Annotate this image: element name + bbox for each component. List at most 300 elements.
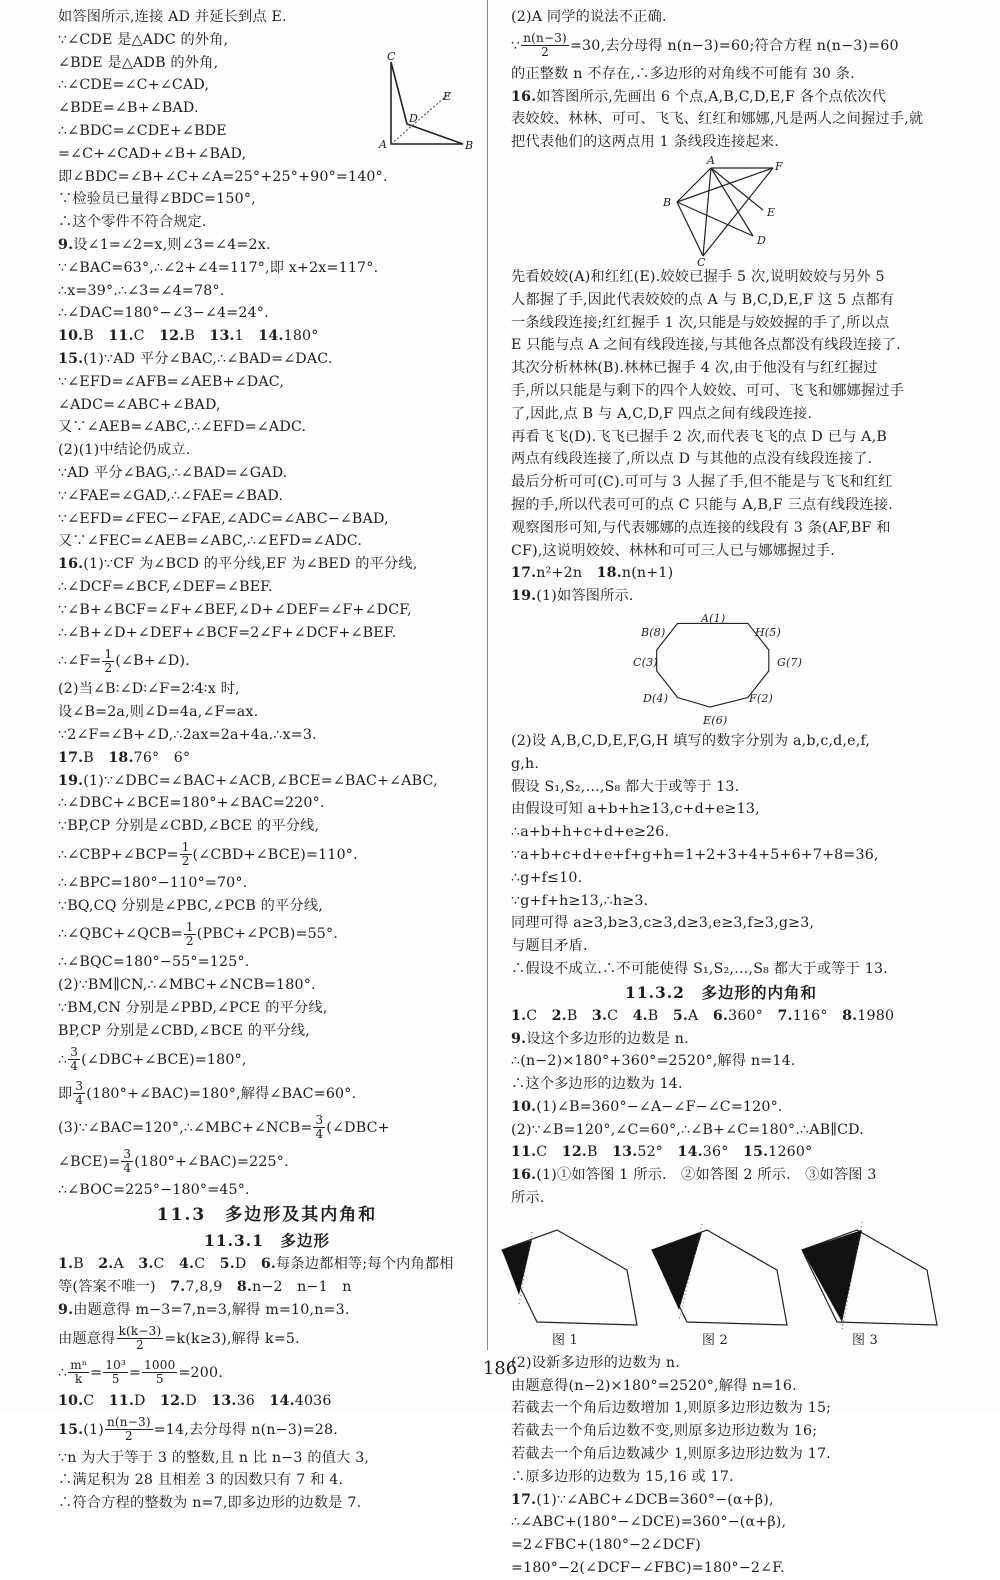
item-number: 9. <box>511 1030 527 1047</box>
text-run: CF),这说明姣姣、林林和可可三人已与娜娜握过手. <box>511 542 836 559</box>
text-line <box>58 302 476 325</box>
text-run: ∴∠ABC+(180°−∠DCE)=360°−(α+β), <box>511 1514 787 1531</box>
text-run: ∴这个多边形的边数为 14. <box>511 1076 683 1093</box>
text-line <box>58 439 476 462</box>
text-line <box>58 974 476 997</box>
text-line <box>511 86 931 109</box>
text-run: 设这个多边形的边数是 n. <box>526 1030 689 1047</box>
text-run: (2)当∠B∶∠D∶∠F=2∶4∶x 时, <box>58 681 240 698</box>
text-run: 手,所以只能是与剩下的四个人姣姣、可可、飞飞和娜娜握过手 <box>511 382 905 399</box>
item-number: 12. <box>159 328 185 345</box>
text-line <box>511 1466 931 1489</box>
text-run: (2)∵BM∥CN,∴∠MBC+∠NCB=180°. <box>58 977 316 994</box>
figure-caption: 图 2 <box>702 1332 729 1348</box>
text-line <box>511 867 931 890</box>
item-number: 13. <box>209 328 235 345</box>
text-run: A <box>688 1007 713 1024</box>
text-run: 设∠B=2a,则∠D=4a,∠F=ax. <box>58 704 259 721</box>
denominator: k <box>74 1372 83 1387</box>
cut-figure-1 <box>502 1230 637 1348</box>
text-run: (1)∵∠DBC=∠BAC+∠ACB,∠BCE=∠BAC+∠ABC, <box>83 772 438 789</box>
text-line <box>58 188 476 211</box>
denominator: 2 <box>541 45 550 60</box>
text-line <box>58 530 476 553</box>
item-number: 14. <box>258 328 284 345</box>
text-run: E 只能与点 A 之间有线段连接,与其他各点都没有线段连接了. <box>511 337 901 354</box>
text-run: ∵∠FAE=∠GAD,∴∠FAE=∠BAD. <box>58 487 284 504</box>
graph-point-label: D <box>757 233 767 247</box>
text-run: C <box>83 1392 109 1409</box>
text-line <box>511 312 931 335</box>
denominator: 4 <box>315 1127 324 1142</box>
item-number: 15. <box>742 1144 769 1161</box>
text-run: 一条线段连接;红红握手 1 次,只能是与姣姣握的手了,所以点 <box>511 314 890 331</box>
text-line <box>58 917 476 951</box>
text-run: ∴符合方程的整数为 n=7,即多边形的边数是 7. <box>58 1495 362 1512</box>
item-number: 5. <box>672 1007 689 1024</box>
text-line <box>511 63 931 86</box>
text-line <box>58 622 476 645</box>
fig-label: A <box>379 138 387 151</box>
text-run: =180°−2(∠DCF−∠FBC)=180°−2∠F. <box>511 1560 785 1577</box>
text-line <box>58 1020 476 1043</box>
text-run: =∠C+∠CAD+∠B+∠BAD, <box>58 145 247 162</box>
item-number: 3. <box>591 1007 608 1024</box>
fig-label: B <box>465 139 474 152</box>
text-run: 把代表他们的这两点用 1 条线段连接起来. <box>511 134 779 151</box>
text-line <box>58 508 476 531</box>
text-line <box>511 958 931 981</box>
fig-label: D <box>409 112 418 125</box>
item-number: 6. <box>712 1007 729 1024</box>
text-run: 所示. <box>511 1190 545 1207</box>
item-number: 1. <box>58 1256 74 1273</box>
fraction <box>102 648 114 675</box>
text-line <box>58 371 476 394</box>
numerator: n(n−3) <box>107 1415 151 1430</box>
text-line <box>58 997 476 1020</box>
text-run: C <box>153 1256 179 1273</box>
text-run: (1)∵∠ABC+∠DCB=360°−(α+β), <box>536 1491 774 1508</box>
item-number: 3. <box>138 1256 154 1273</box>
text-run: BP,CP 分别是∠CBD,∠BCE 的平分线, <box>58 1022 310 1039</box>
text-line <box>511 1073 931 1096</box>
text-run: (1)①如答图 1 所示. ②如答图 2 所示. ③如答图 3 <box>536 1167 877 1184</box>
text-run: ∵BQ,CQ 分别是∠PBC,∠PCB 的平分线, <box>58 897 323 914</box>
text-run: 若截去一个角后边数增加 1,则原多边形边数为 15; <box>511 1400 832 1417</box>
text-run: n²+2n <box>536 565 597 582</box>
octagon-vertex-label: E(6) <box>703 713 728 727</box>
item-number: 16. <box>58 556 84 573</box>
text-run: 由题意得 m−3=7,n=3,解得 m=10,n=3. <box>73 1302 350 1319</box>
text-run: 假设 S₁,S₂,…,S₈ 都大于或等于 13. <box>511 778 740 795</box>
text-run: ∵BP,CP 分别是∠CBD,∠BCE 的平分线, <box>58 818 320 835</box>
text-line <box>511 1489 931 1512</box>
item-number: 16. <box>511 1167 537 1184</box>
text-line <box>58 1145 476 1179</box>
text-run: ∵∠EFD=∠AFB=∠AEB+∠DAC, <box>58 373 285 390</box>
text-line <box>511 403 931 426</box>
text-line <box>58 1299 476 1322</box>
page-number: 186 <box>482 1358 518 1379</box>
text-run: 最后分析可可(C).可可与 3 人握了手,但不能是与飞飞和红红 <box>511 474 893 491</box>
denominator: 2 <box>104 660 113 675</box>
denominator: 5 <box>155 1372 164 1387</box>
text-line <box>511 108 931 131</box>
text-run: ∴∠BOC=225°−180°=45°. <box>58 1181 250 1198</box>
text-run: 7,8,9 <box>185 1279 237 1296</box>
text-line <box>58 1413 476 1447</box>
column-divider <box>487 0 488 1350</box>
text-run: ∠BCE)= <box>58 1153 121 1170</box>
text-line <box>511 798 931 821</box>
text-run: ∵AD 平分∠BAG,∴∠BAD=∠GAD. <box>58 464 288 481</box>
item-number: 2. <box>98 1256 114 1273</box>
text-run: (2)A 同学的说法不正确. <box>511 9 667 25</box>
denominator: 2 <box>181 854 190 869</box>
numerator: 1 <box>185 919 194 934</box>
text-line <box>58 485 476 508</box>
text-run: (∠B+∠D). <box>115 653 190 670</box>
numerator: 3 <box>70 1045 79 1060</box>
text-line <box>511 1096 931 1119</box>
text-run: ∵2∠F=∠B+∠D,∴2ax=2a+4a.∴x=3. <box>58 726 317 743</box>
denominator: 2 <box>185 933 194 948</box>
text-line <box>58 1043 476 1077</box>
section-heading: 11.3 多边形及其内角和 <box>156 1205 378 1226</box>
text-line <box>58 747 476 770</box>
text-run: B <box>83 749 109 766</box>
graph-point-label: E <box>767 205 776 219</box>
text-line <box>58 1077 476 1111</box>
text-run: (∠DBC+∠BCE)=180°, <box>81 1051 247 1068</box>
text-run: n−2 n−1 n <box>252 1279 352 1296</box>
text-line <box>511 289 931 312</box>
text-line <box>511 357 931 380</box>
text-run: (1)如答图所示. <box>536 588 634 605</box>
text-run: ∴∠DCF=∠BCF,∠DEF=∠BEF. <box>58 578 273 595</box>
text-line <box>58 872 476 895</box>
graph-point-label: B <box>663 195 672 209</box>
text-line <box>58 29 476 52</box>
text-run: ∴(n−2)×180°+360°=2520°,解得 n=14. <box>511 1053 796 1070</box>
denominator: 5 <box>111 1372 120 1387</box>
numerator: 3 <box>75 1079 84 1094</box>
figure-caption: 图 3 <box>852 1332 879 1348</box>
text-run: 即∠BDC=∠B+∠C+∠A=25°+25°+90°=140°. <box>58 168 388 185</box>
text-line <box>511 1443 931 1466</box>
denominator: 2 <box>136 1338 144 1353</box>
text-run: ∠ADC=∠ABC+∠BAD, <box>58 396 221 413</box>
item-number: 10. <box>511 1098 537 1115</box>
text-line <box>511 471 931 494</box>
text-run: 52° <box>637 1144 678 1161</box>
text-run: D <box>185 1392 212 1409</box>
text-line <box>511 494 931 517</box>
text-run: 人都握了手,因此代表姣姣的点 A 与 B,C,D,E,F 这 5 点都有 <box>511 291 895 308</box>
text-line <box>58 1492 476 1515</box>
denominator: 2 <box>124 1429 133 1444</box>
text-line <box>511 1420 931 1443</box>
text-line <box>511 29 931 63</box>
text-line <box>58 211 476 234</box>
text-run: ∴∠BDC=∠CDE+∠BDE <box>58 122 227 139</box>
right-column <box>511 6 931 1580</box>
text-run: ∴∠QBC+∠QCB= <box>58 926 183 943</box>
text-line <box>511 1534 931 1557</box>
octagon-vertex-label: D(4) <box>643 691 669 705</box>
text-line <box>511 6 931 29</box>
fraction <box>105 1416 153 1443</box>
text-run: (2)∵∠B=120°,∠C=60°,∴∠B+∠C=180°.∴AB∥CD. <box>511 1121 864 1138</box>
text-line <box>511 266 931 289</box>
text-line <box>511 1119 931 1142</box>
item-number: 11. <box>511 1144 537 1161</box>
item-number: 9. <box>58 236 74 253</box>
fraction <box>68 1046 80 1073</box>
text-line <box>58 1253 476 1276</box>
text-line <box>58 1390 476 1413</box>
text-run: ∴g+f≤10. <box>511 869 583 886</box>
text-line <box>58 1276 476 1299</box>
numerator: n(n−3) <box>523 31 567 46</box>
text-line <box>511 890 931 913</box>
item-number: 15. <box>58 350 84 367</box>
subsection-heading: 11.3.2 多边形的内角和 <box>625 982 817 1002</box>
text-run: = <box>90 1364 103 1381</box>
fraction <box>521 32 569 59</box>
text-run: (2)(1)中结论仍成立. <box>58 442 191 459</box>
text-line <box>58 724 476 747</box>
item-number: 5. <box>219 1256 235 1273</box>
text-run: ∴原多边形的边数为 15,16 或 17. <box>511 1468 734 1485</box>
text-line <box>58 6 476 29</box>
item-number: 8. <box>842 1007 858 1024</box>
item-number: 10. <box>58 328 84 345</box>
text-line <box>58 815 476 838</box>
item-number: 4. <box>632 1007 648 1024</box>
text-line <box>511 730 931 753</box>
text-run: 若截去一个角后边数减少 1,则原多边形边数为 17. <box>511 1446 831 1463</box>
text-run: 每条边都相等;每个内角都相 <box>276 1256 454 1273</box>
text-run: ∴∠CDE=∠C+∠CAD, <box>58 77 210 94</box>
text-run: ∴∠F= <box>58 653 102 670</box>
text-run: 观察图形可知,与代表娜娜的点连接的线段有 3 条(AF,BF 和 <box>511 519 891 536</box>
text-run: (3)∵∠BAC=120°,∴∠MBC+∠NCB= <box>58 1119 313 1136</box>
text-run: ∴∠CBP+∠BCP= <box>58 846 179 863</box>
text-line <box>58 838 476 872</box>
item-number: 15. <box>58 1421 84 1438</box>
handshake-graph-figure <box>511 153 931 269</box>
text-run: 36 <box>236 1392 270 1409</box>
text-run: ∴∠DAC=180°−∠3−∠4=24°. <box>58 305 269 322</box>
item-number: 18. <box>108 749 134 766</box>
text-line <box>511 131 931 154</box>
fig-label: E <box>443 90 452 103</box>
text-run: 握的手,所以代表可可的点 C 只能与 A,B,F 三点有线段连接. <box>511 496 893 513</box>
text-line <box>511 1187 931 1210</box>
text-line <box>58 1111 476 1145</box>
text-line <box>511 562 931 585</box>
text-run: 76° 6° <box>133 749 191 766</box>
text-run: C <box>536 1144 562 1161</box>
item-number: 6. <box>260 1256 277 1273</box>
text-line <box>58 1179 476 1202</box>
text-run: 36° <box>702 1144 743 1161</box>
text-line <box>511 1028 931 1051</box>
octagon-vertex-label: C(3) <box>633 655 658 669</box>
text-run: ∴∠B+∠D+∠DEF+∠BCF=2∠F+∠DCF+∠BEF. <box>58 624 397 641</box>
item-number: 7. <box>170 1279 186 1296</box>
text-run: = <box>129 1364 142 1381</box>
text-line <box>511 1050 931 1073</box>
text-run: ∵∠CDE 是△ADC 的外角, <box>58 31 229 48</box>
text-run: ∵BM,CN 分别是∠PBD,∠PCE 的平分线, <box>58 1000 328 1017</box>
numerator: 1 <box>104 646 113 661</box>
graph-point-label: C <box>697 255 706 269</box>
text-run: 与题目矛盾. <box>511 938 588 955</box>
text-run: 即 <box>58 1085 73 1102</box>
item-number: 17. <box>511 565 537 582</box>
text-run: (1)∠B=360°−∠A−∠F−∠C=120°. <box>536 1098 783 1115</box>
text-run: 由题意得(n−2)×180°=2520°,解得 n=16. <box>511 1377 797 1394</box>
text-run: 两点有线段连接了,所以点 D 与其他的点没有线段连接了. <box>511 451 873 468</box>
numerator: 1 <box>181 840 190 855</box>
cut-figure-3 <box>802 1222 937 1348</box>
text-run: 其次分析林林(B).林林已握手 4 次,由于他没有与红红握过 <box>511 360 878 377</box>
text-line <box>511 1557 931 1580</box>
text-line <box>511 753 931 776</box>
text-run: A <box>113 1256 139 1273</box>
numerator: 3 <box>123 1147 132 1162</box>
denominator: 4 <box>70 1059 79 1074</box>
text-line <box>511 448 931 471</box>
item-number: 19. <box>511 588 537 605</box>
text-run: (1) <box>83 1421 104 1438</box>
text-run: 116° <box>792 1007 843 1024</box>
text-run: =30,去分母得 n(n−3)=60;符合方程 n(n−3)=60 <box>569 37 899 54</box>
text-line <box>511 426 931 449</box>
text-run: 等(答案不唯一) <box>58 1279 171 1296</box>
text-run: 1260° <box>768 1144 813 1161</box>
text-run: =k(k≥3),解得 k=5. <box>164 1330 300 1347</box>
text-line <box>511 935 931 958</box>
text-run: 又∵∠AEB=∠ABC,∴∠EFD=∠ADC. <box>58 419 307 436</box>
text-run: C <box>133 328 160 345</box>
item-number: 16. <box>511 88 537 105</box>
text-run: (2)设 A,B,C,D,E,F,G,H 填写的数字分别为 a,b,c,d,e,f, <box>511 732 871 749</box>
item-number: 11. <box>108 1392 135 1409</box>
text-run: g,h. <box>511 755 540 772</box>
item-number: 8. <box>236 1279 253 1296</box>
text-line <box>58 234 476 257</box>
text-run: (PBC+∠PCB)=55°. <box>196 926 339 943</box>
item-number: 7. <box>777 1007 793 1024</box>
text-run: B <box>566 1007 592 1024</box>
text-run: ∠BDE 是△ADB 的外角, <box>58 54 219 71</box>
item-number: 18. <box>596 565 622 582</box>
graph-point-label: A <box>707 153 716 167</box>
text-line <box>511 517 931 540</box>
text-run: 由题意得 <box>58 1330 116 1347</box>
numerator: k(k−3) <box>118 1324 162 1339</box>
text-run: ∠BDE=∠B+∠BAD. <box>58 100 199 117</box>
text-line <box>58 462 476 485</box>
text-run: ∴∠DBC+∠BCE=180°+∠BAC=220°. <box>58 795 325 812</box>
graph-point-label: F <box>775 159 783 173</box>
octagon-vertex-label: B(8) <box>641 625 666 639</box>
text-run: 再看飞飞(D).飞飞已握手 2 次,而代表飞飞的点 D 已与 A,B <box>511 428 887 445</box>
numerator: 1000 <box>144 1358 176 1373</box>
numerator: mⁿ <box>70 1358 88 1373</box>
text-line <box>511 776 931 799</box>
text-run: =14,去分母得 n(n−3)=28. <box>153 1421 338 1438</box>
left-column <box>58 6 476 1515</box>
item-number: 1. <box>511 1007 527 1024</box>
text-line <box>511 1511 931 1534</box>
item-number: 17. <box>511 1491 537 1508</box>
text-run: D <box>234 1256 261 1273</box>
text-line <box>58 951 476 974</box>
text-line <box>58 1447 476 1470</box>
text-run: ∴ <box>58 1051 68 1068</box>
item-number: 4. <box>178 1256 195 1273</box>
text-run: 1 <box>234 328 259 345</box>
text-line <box>58 770 476 793</box>
text-line <box>511 821 931 844</box>
text-run: ∴ <box>58 1364 68 1381</box>
text-run: B <box>73 1256 99 1273</box>
text-line <box>58 166 476 189</box>
text-line <box>511 844 931 867</box>
item-number: 17. <box>58 749 84 766</box>
text-line <box>511 585 931 608</box>
text-run: 4036 <box>294 1392 332 1409</box>
text-run: 先看姣姣(A)和红红(E).姣姣已握手 5 次,说明姣姣与另外 5 <box>511 268 885 285</box>
text-run: C <box>194 1256 220 1273</box>
text-run: 表姣姣、林林、可可、飞飞、红红和娜娜,凡是两人之间握过手,就 <box>511 111 924 128</box>
text-run: ∵ <box>511 37 521 54</box>
cut-figure-2 <box>652 1224 787 1348</box>
text-line <box>511 540 931 563</box>
text-run: ∵∠B+∠BCF=∠F+∠BEF,∠D+∠DEF=∠F+∠DCF, <box>58 601 412 618</box>
text-line <box>58 1322 476 1356</box>
text-run: n(n+1) <box>621 565 674 582</box>
text-run: (180°+∠BAC)=225°. <box>134 1153 289 1170</box>
item-number: 12. <box>160 1392 186 1409</box>
denominator: 4 <box>75 1093 84 1108</box>
text-run: =2∠FBC+(180°−2∠DCF) <box>511 1537 701 1554</box>
text-run: ∴假设不成立.∴不可能使得 S₁,S₂,…,S₈ 都大于或等于 13. <box>511 960 888 977</box>
text-line <box>58 257 476 280</box>
text-run: 设∠1=∠2=x,则∠3=∠4=2x. <box>73 236 271 253</box>
text-run: D <box>134 1392 161 1409</box>
text-run: (180°+∠BAC)=180°,解得∠BAC=60°. <box>86 1085 357 1102</box>
item-number: 13. <box>612 1144 638 1161</box>
fraction <box>73 1080 85 1107</box>
item-number: 9. <box>58 1302 74 1319</box>
item-number: 11. <box>108 328 134 345</box>
text-line <box>58 416 476 439</box>
triangle-figure <box>375 52 480 152</box>
text-run: ∴满足积为 28 且相差 3 的因数只有 7 和 4. <box>58 1472 344 1489</box>
text-run: ∵∠EFD=∠FEC−∠FAE,∠ADC=∠ABC−∠BAD, <box>58 510 389 527</box>
text-run: 由假设可知 a+b+h≥13,c+d+e≥13, <box>511 801 760 818</box>
text-run: ∵检验员已量得∠BDC=150°, <box>58 191 256 208</box>
text-run: 180° <box>283 328 319 345</box>
item-number: 12. <box>561 1144 588 1161</box>
text-run: ∴x=39°.∴∠3=∠4=78°. <box>58 282 225 299</box>
